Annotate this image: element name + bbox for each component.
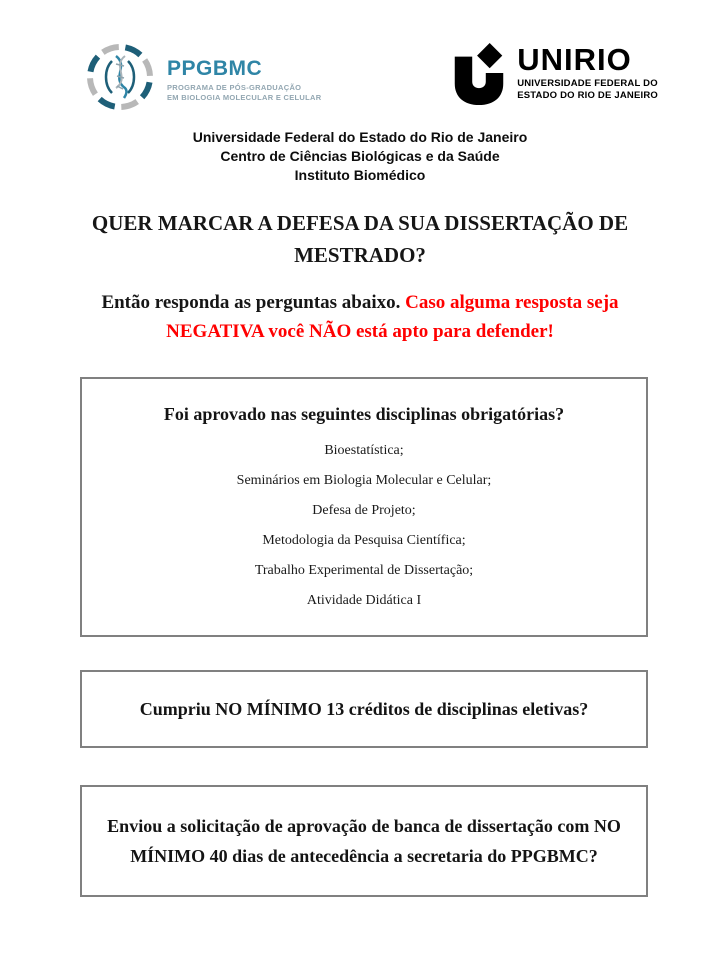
ppgbmc-logo-text xyxy=(167,57,321,103)
question-box-credits xyxy=(80,670,648,748)
logo-row xyxy=(85,42,658,116)
intro-normal-text: Então responda as perguntas abaixo. xyxy=(101,292,406,313)
page-title: QUER MARCAR A DEFESA DA SUA DISSERTAÇÃO DE MESTRADO? xyxy=(91,211,629,267)
question-text: Cumpriu NO MÍNIMO 13 créditos de disciplinas eletivas? xyxy=(139,699,589,719)
unirio-subtitle: UNIVERSIDADE FEDERAL DO ESTADO DO RIO DE JANEIRO xyxy=(517,78,658,101)
institution-heading xyxy=(0,128,720,185)
discipline-item: Seminários em Biologia Molecular e Celular; xyxy=(236,473,492,488)
institution-line-institute: Instituto Biomédico xyxy=(294,167,426,183)
discipline-item: Trabalho Experimental de Dissertação; xyxy=(254,563,474,578)
discipline-item: Bioestatística; xyxy=(324,443,404,458)
ppgbmc-dna-circle-icon xyxy=(85,42,155,117)
institution-line-university: Universidade Federal do Estado do Rio de Janeiro xyxy=(192,129,528,145)
discipline-item: Atividade Didática I xyxy=(306,593,422,608)
unirio-u-icon xyxy=(447,42,511,113)
ppgbmc-subtitle: PROGRAMA DE PÓS-GRADUAÇÃO EM BIOLOGIA MOLECULAR E CELULAR xyxy=(167,82,322,102)
discipline-item: Defesa de Projeto; xyxy=(312,503,416,518)
unirio-logo-text xyxy=(517,44,658,102)
ppgbmc-logo xyxy=(85,42,321,117)
discipline-list xyxy=(112,436,616,616)
question-text: Enviou a solicitação de aprovação de banca de dissertação com NO MÍNIMO 40 dias de antecedência a secretaria do PPGBMC? xyxy=(107,816,621,866)
unirio-logo xyxy=(447,42,658,113)
intro-alert-text: Caso alguma resposta seja NEGATIVA você NÃO está apto para defender! xyxy=(166,292,619,342)
discipline-item: Metodologia da Pesquisa Científica; xyxy=(262,533,466,548)
question-box-committee-request xyxy=(80,785,648,897)
intro-paragraph xyxy=(60,288,660,346)
institution-line-center: Centro de Ciências Biológicas e da Saúde xyxy=(220,148,500,164)
unirio-name: UNIRIO xyxy=(517,42,632,77)
question-text: Foi aprovado nas seguintes disciplinas obrigatórias? xyxy=(163,404,565,424)
ppgbmc-acronym: PPGBMC xyxy=(167,56,263,80)
question-box-disciplines xyxy=(80,377,648,637)
